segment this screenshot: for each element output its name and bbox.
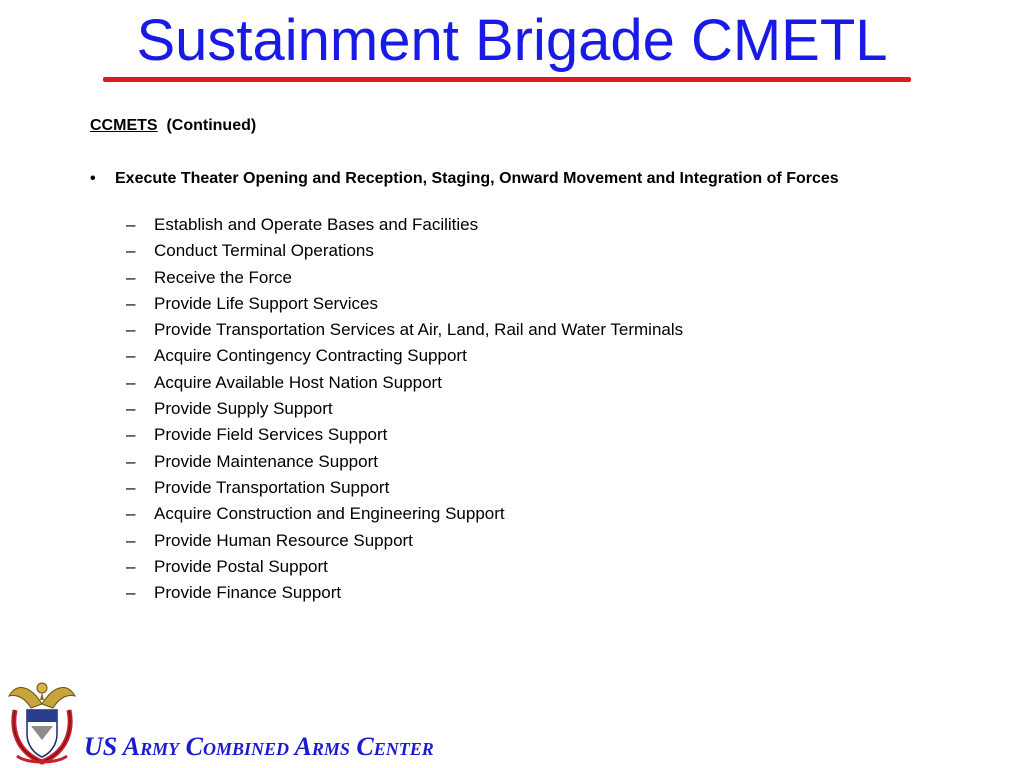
dash-icon: – [126, 399, 136, 419]
sub-item-list [126, 214, 683, 608]
sub-item [126, 503, 683, 529]
title-underline-rule [103, 77, 911, 82]
dash-icon: – [126, 241, 136, 261]
footer [0, 670, 1024, 768]
footer-organization: US Army Combined Arms Center [84, 732, 434, 761]
dash-icon: – [126, 293, 136, 313]
slide-title: Sustainment Brigade CMETL [136, 8, 888, 73]
sub-item-text: Provide Finance Support [154, 583, 342, 603]
sub-item-text: Provide Transportation Support [154, 477, 390, 497]
main-bullet [90, 169, 960, 189]
dash-icon: – [126, 556, 136, 576]
sub-item-text: Acquire Available Host Nation Support [154, 372, 442, 392]
sub-item-text: Provide Supply Support [154, 399, 333, 419]
sub-item [126, 477, 683, 503]
sub-item-text: Provide Postal Support [154, 556, 328, 576]
sub-item [126, 424, 683, 450]
sub-item-text: Provide Life Support Services [154, 293, 378, 313]
main-bullet-text: Execute Theater Opening and Reception, Staging, Onward Movement and Integration of Forces [115, 170, 839, 187]
bullet-icon: • [90, 170, 96, 187]
sub-item-text: Acquire Construction and Engineering Support [154, 504, 505, 524]
combined-arms-center-crest-icon [7, 674, 77, 766]
dash-icon: – [126, 530, 136, 550]
sub-item [126, 240, 683, 266]
sub-item [126, 582, 683, 608]
sub-item-text: Acquire Contingency Contracting Support [154, 346, 467, 366]
dash-icon: – [126, 425, 136, 445]
sub-item-text: Provide Transportation Services at Air, Land, Rail and Water Terminals [154, 320, 684, 340]
sub-item-text: Provide Human Resource Support [154, 530, 413, 550]
dash-icon: – [126, 451, 136, 471]
sub-item-text: Establish and Operate Bases and Facilities [154, 215, 479, 234]
dash-icon: – [126, 215, 136, 234]
dash-icon: – [126, 477, 136, 497]
sub-item [126, 451, 683, 477]
dash-icon: – [126, 504, 136, 524]
sub-item-text: Provide Maintenance Support [154, 451, 378, 471]
dash-icon: – [126, 372, 136, 392]
dash-icon: – [126, 267, 136, 287]
dash-icon: – [126, 346, 136, 366]
sub-item [126, 214, 683, 240]
sub-item [126, 267, 683, 293]
sub-item [126, 345, 683, 371]
dash-icon: – [126, 583, 136, 603]
sub-item-text: Conduct Terminal Operations [154, 241, 374, 261]
sub-item [126, 293, 683, 319]
sub-item-text: Receive the Force [154, 267, 292, 287]
section-label: CCMETS [90, 117, 158, 134]
dash-icon: – [126, 320, 136, 340]
sub-item [126, 398, 683, 424]
sub-item-text: Provide Field Services Support [154, 425, 388, 445]
sub-item [126, 556, 683, 582]
section-note: (Continued) [166, 117, 257, 134]
sub-item [126, 372, 683, 398]
sub-item [126, 319, 683, 345]
section-heading [90, 117, 256, 135]
sub-item [126, 530, 683, 556]
